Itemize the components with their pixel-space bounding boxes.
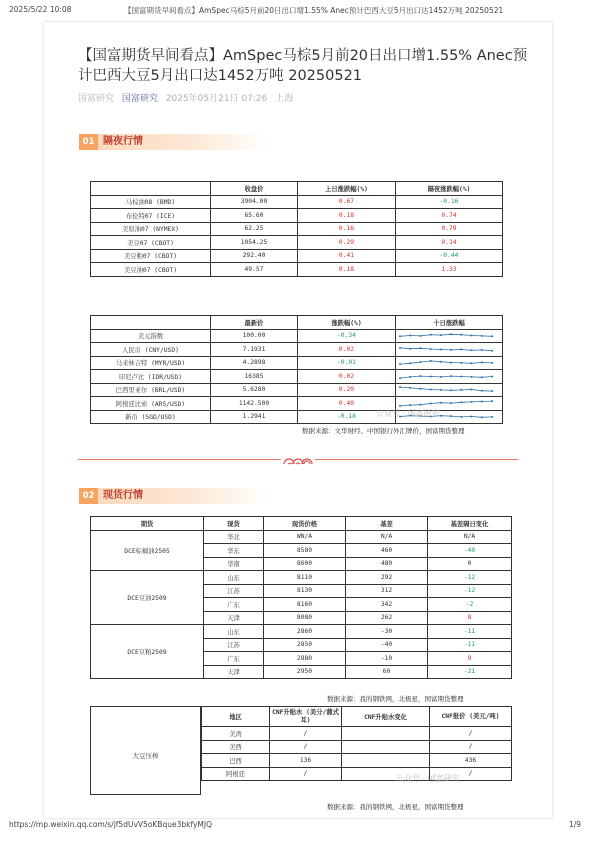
contract-name: DCE豆油2509 [91,571,204,625]
sparkline-point [440,376,442,378]
contract-name: DCE豆粕2509 [91,625,204,679]
spot-region: 江苏 [204,638,264,652]
table-row [91,370,503,384]
change-pct: 0.02 [298,370,396,384]
basis-change: -12 [428,584,512,598]
ten-day-sparkline [396,356,503,370]
sparkline-line [400,335,492,337]
table-row [202,740,512,754]
basis: N/A [346,530,428,544]
sparkline-point [419,388,421,390]
article-title: 【国富期货早间看点】AmSpec马棕5月前20日出口增1.55% Anec预计巴西大豆5月出口达1452万吨 20250521 [78,48,528,84]
instrument-name: 马棕油08 (BMD) [91,195,211,209]
sparkline-line [400,376,492,378]
basis-change: -11 [428,625,512,639]
sparkline-point [440,401,442,403]
sparkline-point [450,362,452,364]
page-url: https://mp.weixin.qq.com/s/jf5dUvV5oKBque3bkfyMJQ [9,820,212,829]
sparkline-point [399,386,401,388]
basis: 60 [346,665,428,679]
sparkline-point [491,336,493,338]
header-cell: CNF升贴水 (美分/蒲式耳) [270,707,342,727]
cnf-premium-change [342,727,430,741]
latest-price: 4.2898 [211,356,298,370]
close-price: 1054.25 [211,236,298,250]
sparkline-point [450,349,452,351]
spot-source-note: 数据来源：我的钢铁网，北极星，国富期货整理 [327,695,464,703]
close-price: 3904.00 [211,195,298,209]
print-footer [0,820,595,834]
header-cell [91,182,211,196]
sparkline-line [400,401,492,406]
header-cell: CNF报价 (美元/吨) [430,707,512,727]
header-cell: 收盘价 [211,182,298,196]
spot-region: 广东 [204,598,264,612]
header-cell: 地区 [202,707,270,727]
spot-price: 8160 [264,598,346,612]
sparkline-line [400,361,492,364]
sparkline-point [399,405,401,407]
basis: 262 [346,611,428,625]
spot-region: 华南 [204,557,264,571]
sparkline-point [409,387,411,389]
header-cell: 现货 [204,517,264,531]
table-row [91,397,503,411]
section-title: 隔夜行情 [103,136,143,147]
account-link[interactable]: 国富研究 [121,94,158,104]
spot-price: WN/A [264,530,346,544]
spot-price: 8130 [264,584,346,598]
basis-change: 8 [428,611,512,625]
article-card [44,22,552,818]
change-pct: 0.20 [298,383,396,397]
sparkline-line [400,387,492,391]
sparkline-point [430,402,432,404]
section-number: 01 [79,134,98,150]
sparkline-point [430,360,432,362]
sparkline-point [450,334,452,336]
close-price: 62.25 [211,222,298,236]
cnf-quote: / [430,767,512,781]
basis: -30 [346,625,428,639]
spot-region: 广东 [204,652,264,666]
sparkline-point [460,334,462,336]
sparkline-point [440,415,442,417]
sparkline-point [450,375,452,377]
basis: 342 [346,598,428,612]
sparkline-point [491,349,493,351]
change-pct: -0.18 [298,410,396,424]
table-row [202,767,512,781]
sparkline-point [460,401,462,403]
spot-region: 山东 [204,571,264,585]
watermark: 公众号 · 国富研究 [376,409,440,418]
sparkline-point [409,335,411,337]
prev-change: 0.16 [298,222,396,236]
section-header-spot [79,488,269,504]
table-header-row [91,182,503,196]
sparkline-point [430,375,432,377]
latest-price: 1.2941 [211,410,298,424]
sparkline [396,384,496,395]
basis-change: -21 [428,665,512,679]
sparkline-point [409,376,411,378]
print-date: 2025/5/22 10:08 [9,5,72,14]
futures-table [90,181,503,277]
sparkline-point [419,347,421,349]
change-pct: 0.02 [298,343,396,357]
sparkline-point [450,390,452,392]
sparkline-point [460,362,462,364]
sparkline-point [440,348,442,350]
publish-time: 2025年05月21日 07:26 [165,94,268,104]
sparkline-point [481,349,483,351]
contract-name: DCE棕榈油2505 [91,530,204,571]
sparkline-point [440,334,442,336]
ten-day-sparkline [396,329,503,343]
currency-name: 印尼卢比 (IDR/USD) [91,370,211,384]
sparkline-point [440,361,442,363]
spot-price: 2850 [264,638,346,652]
basis: 292 [346,571,428,585]
cnf-premium-change [342,740,430,754]
spot-region: 华东 [204,544,264,558]
latest-price: 16385 [211,370,298,384]
sparkline-point [471,416,473,418]
cnf-premium-change [342,754,430,768]
sparkline [396,330,496,341]
currency-name: 马来林吉特 (MYR/USD) [91,356,211,370]
basis-change: 9 [428,652,512,666]
table-row [91,195,503,209]
latest-price: 7.1931 [211,343,298,357]
sparkline-point [491,375,493,377]
divider-ornament-icon [281,453,315,465]
table-row [91,356,503,370]
table-row [91,222,503,236]
cnf-source-note: 数据来源：我的钢铁网，北极星，国富期货整理 [327,803,464,811]
cnf-premium: / [270,740,342,754]
sparkline-point [491,362,493,364]
table-row [91,263,503,277]
basis: -10 [346,652,428,666]
spot-price: 8580 [264,544,346,558]
section-header-overnight [79,134,269,150]
close-price: 292.40 [211,249,298,263]
latest-price: 5.6280 [211,383,298,397]
currency-name: 阿根廷比索 (ARS/USD) [91,397,211,411]
basis-change: 0 [428,557,512,571]
prev-change: 0.41 [298,249,396,263]
ten-day-sparkline [396,343,503,357]
sparkline-point [409,363,411,365]
cnf-quote: 436 [430,754,512,768]
night-change: -0.16 [396,195,503,209]
sparkline-point [471,363,473,365]
table-row [91,530,512,544]
sparkline-point [491,416,493,418]
currency-name: 巴西里亚尔 (BRL/USD) [91,383,211,397]
cnf-region: 巴西 [202,754,270,768]
currency-name: 人民币 (CNY/USD) [91,343,211,357]
cnf-region: 美湾 [202,727,270,741]
table-row [91,236,503,250]
cnf-premium: / [270,767,342,781]
sparkline-point [481,390,483,392]
header-cell: 基差 [346,517,428,531]
table-row [91,343,503,357]
header-cell: 期货 [91,517,204,531]
spot-price: 2860 [264,625,346,639]
change-pct: -0.01 [298,356,396,370]
table-row [91,410,503,424]
fx-table [90,315,503,424]
instrument-name: 布伦特07 (ICE) [91,209,211,223]
change-pct: 0.40 [298,397,396,411]
close-price: 65.60 [211,209,298,223]
author: 国富研究 [78,94,115,104]
section-title: 现货行情 [103,490,143,501]
cnf-label-cell [90,706,201,795]
page-number: 1/9 [568,820,581,829]
sparkline-point [399,363,401,365]
sparkline-point [460,375,462,377]
header-cell: 最新价 [211,316,298,330]
instrument-name: 美原油07 (NYMEX) [91,222,211,236]
ten-day-sparkline [396,370,503,384]
watermark: 公众号 · 国富研究 [396,774,460,783]
table-row [91,329,503,343]
header-cell: 现货价格 [264,517,346,531]
cnf-quote: / [430,727,512,741]
spot-price: 8080 [264,611,346,625]
sparkline-point [460,348,462,350]
sparkline [396,371,496,382]
header-cell: 上日涨跌幅(%) [298,182,396,196]
sparkline-point [409,347,411,349]
currency-name: 新币 (SGD/USD) [91,410,211,424]
spot-region: 华北 [204,530,264,544]
sparkline-point [471,376,473,378]
header-cell: 十日涨跌幅 [396,316,503,330]
sparkline-point [419,335,421,337]
instrument-name: 美豆油07 (CBOT) [91,263,211,277]
sparkline-point [409,404,411,406]
cnf-region: 美西 [202,740,270,754]
sparkline-point [430,389,432,391]
sparkline-point [471,349,473,351]
sparkline-point [430,334,432,336]
sparkline-point [450,415,452,417]
fx-source-note: 数据来源：文华财经、中国银行外汇牌价，国富期货整理 [302,427,465,435]
night-change: -0.44 [396,249,503,263]
table-header-row [91,517,512,531]
table-row [91,625,512,639]
table-header-row [202,707,512,727]
sparkline-point [481,335,483,337]
night-change: 0.14 [396,236,503,250]
spot-table [90,516,512,679]
basis-change: -12 [428,571,512,585]
table-row [91,571,512,585]
publish-location: 上海 [275,94,294,104]
header-cell [91,316,211,330]
header-cell: 基差隔日变化 [428,517,512,531]
sparkline-point [419,403,421,405]
sparkline-point [491,390,493,392]
spot-price: 8110 [264,571,346,585]
spot-region: 江苏 [204,584,264,598]
article-meta [78,91,298,104]
sparkline-point [399,377,401,379]
basis: 480 [346,557,428,571]
ten-day-sparkline [396,383,503,397]
latest-price: 100.00 [211,329,298,343]
night-change: 0.79 [396,222,503,236]
cnf-region: 阿根廷 [202,767,270,781]
spot-price: 8600 [264,557,346,571]
sparkline-point [440,389,442,391]
basis: 312 [346,584,428,598]
cnf-table [201,706,512,781]
sparkline-point [450,402,452,404]
header-cell: 隔夜涨跌幅(%) [396,182,503,196]
cnf-premium: / [270,727,342,741]
basis: -40 [346,638,428,652]
latest-price: 1142.500 [211,397,298,411]
change-pct: -0.34 [298,329,396,343]
basis-change: -11 [428,638,512,652]
basis-change: N/A [428,530,512,544]
sparkline-point [481,400,483,402]
table-row [91,209,503,223]
night-change: 1.33 [396,263,503,277]
sparkline-point [460,416,462,418]
prev-change: 0.29 [298,236,396,250]
header-cell: 涨跌幅(%) [298,316,396,330]
sparkline-point [430,348,432,350]
sparkline-point [399,347,401,349]
night-change: 0.74 [396,209,503,223]
table-header-row [91,316,503,330]
table-row [91,383,503,397]
instrument-name: 美豆粕07 (CBOT) [91,249,211,263]
cnf-premium: 136 [270,754,342,768]
basis-change: -40 [428,544,512,558]
sparkline-point [481,362,483,364]
sparkline-point [419,361,421,363]
spot-region: 天津 [204,611,264,625]
basis-change: -2 [428,598,512,612]
spot-region: 天津 [204,665,264,679]
prev-change: 0.18 [298,263,396,277]
header-cell: CNF升贴水变化 [342,707,430,727]
close-price: 49.57 [211,263,298,277]
table-row [202,727,512,741]
sparkline [396,344,496,355]
sparkline-point [399,336,401,338]
sparkline-point [460,389,462,391]
sparkline-point [471,389,473,391]
cnf-quote: / [430,740,512,754]
sparkline-point [471,401,473,403]
prev-change: 0.67 [298,195,396,209]
currency-name: 美元指数 [91,329,211,343]
spot-price: 2950 [264,665,346,679]
sparkline-point [419,375,421,377]
section-number: 02 [79,488,98,504]
sparkline-point [471,335,473,337]
basis: 460 [346,544,428,558]
print-title: 【国富期货早间看点】AmSpec马棕5月前20日出口增1.55% Anec预计巴西大豆5月出口达1452万吨 20250521 [124,6,504,15]
table-row [91,249,503,263]
spot-price: 2880 [264,652,346,666]
sparkline-point [481,417,483,419]
sparkline-line [400,348,492,351]
instrument-name: 美豆07 (CBOT) [91,236,211,250]
table-row [202,754,512,768]
prev-change: 0.18 [298,209,396,223]
sparkline-point [481,376,483,378]
sparkline [396,357,496,368]
print-header [0,5,595,19]
sparkline-point [491,400,493,402]
cnf-label: 大豆压榨 [132,752,159,760]
spot-region: 山东 [204,625,264,639]
